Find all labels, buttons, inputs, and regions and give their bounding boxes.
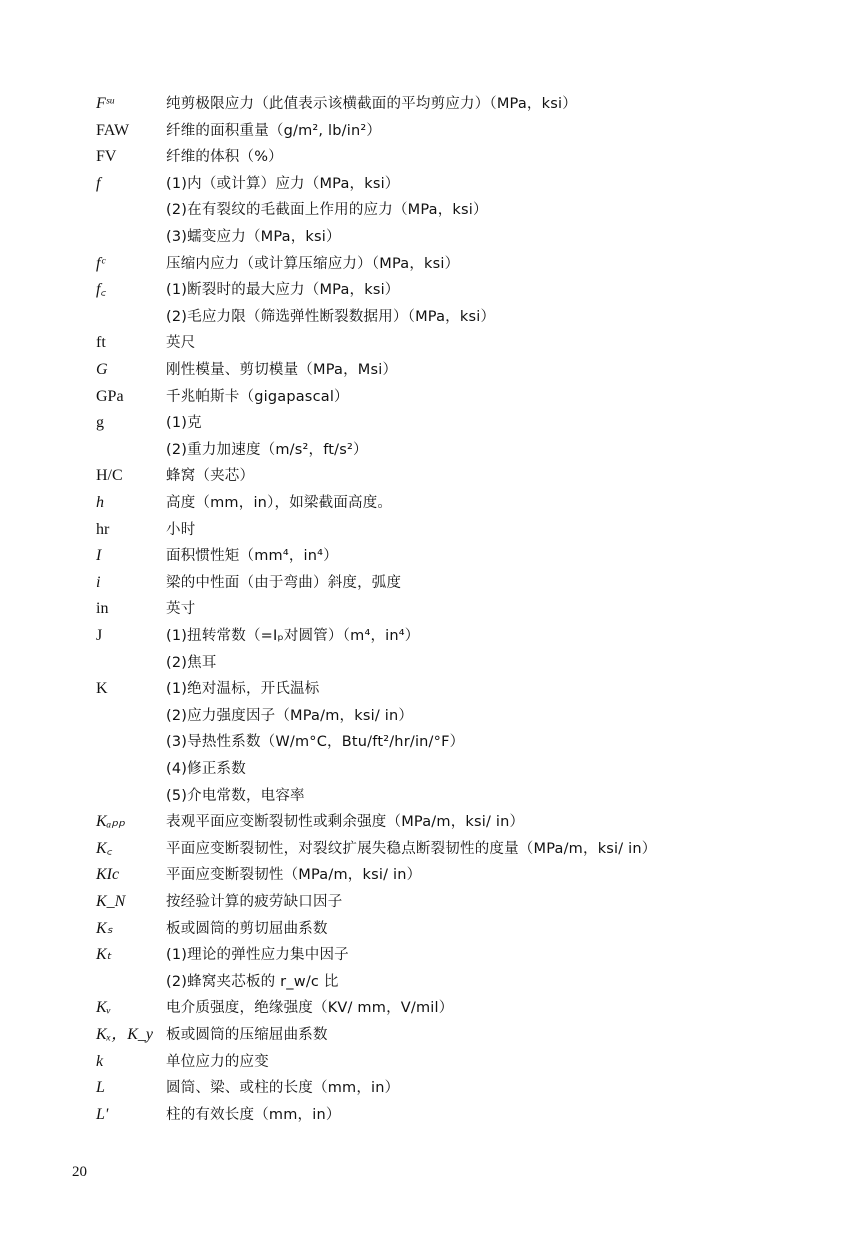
symbol: fᶜ bbox=[96, 254, 105, 272]
symbol-description: 梁的中性面（由于弯曲）斜度，弧度 bbox=[166, 574, 402, 591]
symbol-description: (1)内（或计算）应力（MPa，ksi） bbox=[166, 175, 400, 192]
symbol: GPa bbox=[96, 387, 124, 405]
symbol: Kₓ，K_y bbox=[96, 1026, 153, 1043]
symbol-description: (1)理论的弹性应力集中因子 bbox=[166, 947, 349, 964]
symbol-description: (2)毛应力限（筛选弹性断裂数据用）（MPa，ksi） bbox=[166, 308, 496, 325]
symbol-description: 纤维的面积重量（g/m², lb/in²） bbox=[166, 122, 382, 139]
symbol-description: (2)焦耳 bbox=[166, 654, 217, 671]
page-number: 20 bbox=[72, 1164, 87, 1180]
symbol: in bbox=[96, 600, 109, 618]
symbol-description: (2)重力加速度（m/s²，ft/s²） bbox=[166, 441, 368, 458]
symbol-description: 柱的有效长度（mm，in） bbox=[166, 1106, 341, 1123]
symbol-description: 压缩内应力（或计算压缩应力）（MPa，ksi） bbox=[166, 255, 460, 272]
symbol: L' bbox=[96, 1105, 109, 1123]
symbol-description: 纯剪极限应力（此值表示该横截面的平均剪应力）（MPa，ksi） bbox=[166, 96, 577, 112]
symbol-description: (1)断裂时的最大应力（MPa，ksi） bbox=[166, 282, 400, 299]
symbol-description: 按经验计算的疲劳缺口因子 bbox=[166, 894, 343, 910]
symbol: H/C bbox=[96, 467, 123, 485]
symbol-description: 高度（mm，in），如梁截面高度。 bbox=[166, 495, 393, 511]
symbol-description: (3)蠕变应力（MPa，ksi） bbox=[166, 229, 341, 245]
symbol: ft bbox=[96, 334, 106, 352]
symbol: Fˢᵘ bbox=[96, 95, 114, 112]
symbol: k bbox=[96, 1052, 104, 1070]
symbol-description: 蜂窝（夹芯） bbox=[166, 468, 255, 485]
symbol-description: 英寸 bbox=[166, 601, 196, 618]
symbol-description: 平面应变断裂韧性，对裂纹扩展失稳点断裂韧性的度量（MPa/m，ksi/ in） bbox=[166, 840, 657, 857]
symbol: f bbox=[96, 174, 101, 192]
symbol-description: 单位应力的应变 bbox=[166, 1053, 269, 1070]
symbol-description: (2)应力强度因子（MPa/m，ksi/ in） bbox=[166, 707, 414, 724]
symbol-description: 千兆帕斯卡（gigapascal） bbox=[166, 388, 349, 405]
symbol-description: (1)扭转常数（=Iₚ对圆管）（m⁴，in⁴） bbox=[166, 628, 420, 644]
symbol-description: 面积惯性矩（mm⁴，in⁴） bbox=[166, 548, 338, 565]
symbol-description: (2)蜂窝夹芯板的 r_w/c 比 bbox=[166, 973, 339, 990]
symbol: K꜀ bbox=[96, 839, 113, 857]
symbol-description: (1)绝对温标，开氏温标 bbox=[166, 681, 320, 698]
symbol: K bbox=[96, 680, 108, 698]
symbol: f꜀ bbox=[96, 281, 106, 299]
symbol: L bbox=[96, 1079, 105, 1097]
symbol: KIc bbox=[96, 866, 120, 884]
symbol: FV bbox=[96, 148, 117, 166]
symbol-description: (5)介电常数，电容率 bbox=[166, 787, 305, 804]
symbol-description: 英尺 bbox=[166, 335, 196, 352]
symbol-description: (4)修正系数 bbox=[166, 761, 246, 777]
symbol-description: (2)在有裂纹的毛截面上作用的应力（MPa，ksi） bbox=[166, 202, 488, 219]
symbol: J bbox=[96, 627, 103, 644]
symbol-description: 板或圆筒的剪切屈曲系数 bbox=[166, 920, 328, 937]
symbol-description: (3)导热性系数（W/m°C，Btu/ft²/hr/in/°F） bbox=[166, 734, 465, 751]
symbol: Kₛ bbox=[96, 919, 113, 937]
symbol-description: 电介质强度，绝缘强度（KV/ mm，V/mil） bbox=[166, 1000, 454, 1017]
symbol-description: 刚性模量、剪切模量（MPa，Msi） bbox=[166, 362, 398, 378]
symbol-description: 纤维的体积（%） bbox=[166, 149, 283, 166]
symbol: K_N bbox=[96, 893, 126, 910]
symbol: Kₜ bbox=[96, 946, 112, 964]
symbol: g bbox=[96, 414, 104, 432]
symbol-description: (1)克 bbox=[166, 415, 202, 432]
symbol-description: 小时 bbox=[166, 521, 196, 538]
symbol: FAW bbox=[96, 121, 130, 139]
symbol-description: 表观平面应变断裂韧性或剩余强度（MPa/m，ksi/ in） bbox=[166, 814, 525, 831]
symbol: Kᵥ bbox=[96, 999, 112, 1017]
symbol-description: 板或圆筒的压缩屈曲系数 bbox=[166, 1027, 328, 1043]
symbol: h bbox=[96, 494, 104, 511]
symbol: Kₐₚₚ bbox=[96, 813, 126, 831]
symbol-description: 平面应变断裂韧性（MPa/m，ksi/ in） bbox=[166, 867, 422, 884]
symbol: G bbox=[96, 361, 108, 378]
symbol: I bbox=[96, 547, 102, 565]
symbol-description: 圆筒、梁、或柱的长度（mm，in） bbox=[166, 1080, 400, 1097]
symbol: hr bbox=[96, 520, 110, 538]
symbol: i bbox=[96, 573, 101, 591]
